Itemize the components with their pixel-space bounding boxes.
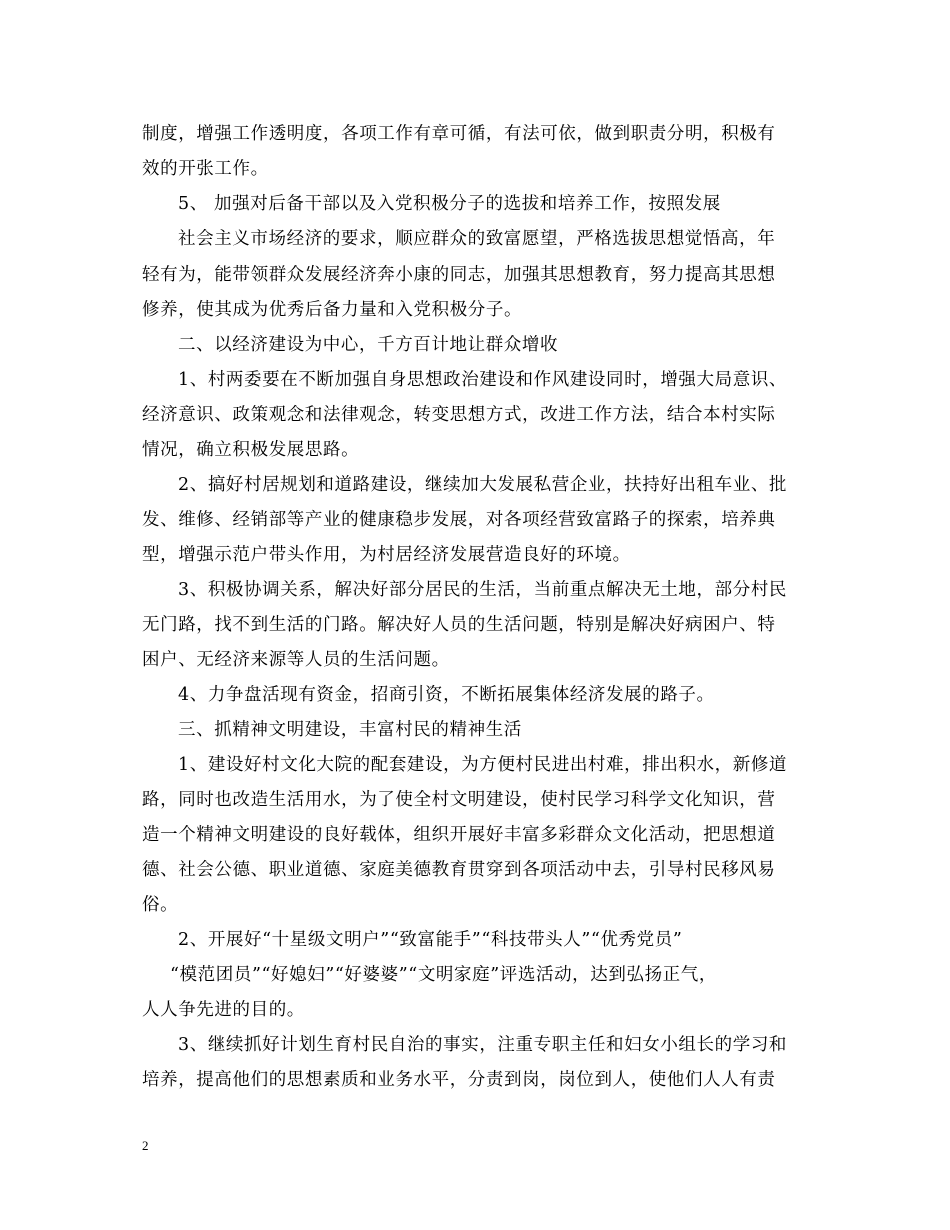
text-line: 轻有为，能带领群众发展经济奔小康的同志，加强其思想教育，努力提高其思想 bbox=[142, 265, 776, 285]
text-line: 困户、无经济来源等人员的生活问题。 bbox=[142, 650, 450, 670]
text-line: 2、搞好村居规划和道路建设，继续加大发展私营企业，扶持好出租车业、批 bbox=[178, 475, 788, 495]
text-line: 1、建设好村文化大院的配套建设，为方便村民进出村难，排出积水，新修道 bbox=[178, 755, 788, 775]
section-heading: 二、以经济建设为中心，千方百计地让群众增收 bbox=[178, 335, 559, 355]
text-line: 社会主义市场经济的要求，顺应群众的致富愿望，严格选拔思想觉悟高，年 bbox=[178, 229, 776, 249]
text-line: 造一个精神文明建设的良好载体，组织开展好丰富多彩群众文化活动，把思想道 bbox=[142, 825, 776, 845]
text-line: 1、村两委要在不断加强自身思想政治建设和作风建设同时，增强大局意识、 bbox=[178, 370, 788, 390]
text-line: 制度，增强工作透明度，各项工作有章可循，有法可依，做到职责分明，积极有 bbox=[142, 124, 776, 144]
text-line: 5、 加强对后备干部以及入党积极分子的选拔和培养工作，按照发展 bbox=[178, 194, 721, 214]
text-line: 型，增强示范户带头作用，为村居经济发展营造良好的环境。 bbox=[142, 545, 631, 565]
text-line: 人人争先进的目的。 bbox=[142, 1000, 305, 1020]
text-line: 情况，确立积极发展思路。 bbox=[142, 440, 360, 460]
text-line: 3、积极协调关系，解决好部分居民的生活，当前重点解决无土地，部分村民 bbox=[178, 580, 788, 600]
text-line: 2、开展好“十星级文明户”“致富能手”“科技带头人”“优秀党员” bbox=[178, 930, 683, 950]
text-line: 经济意识、政策观念和法律观念，转变思想方式，改进工作方法，结合本村实际 bbox=[142, 405, 776, 425]
text-line: 修养，使其成为优秀后备力量和入党积极分子。 bbox=[142, 300, 523, 320]
text-line: 无门路，找不到生活的门路。解决好人员的生活问题，特别是解决好病困户、特 bbox=[142, 615, 776, 635]
text-line: 培养，提高他们的思想素质和业务水平，分责到岗，岗位到人，使他们人人有责 bbox=[142, 1070, 776, 1090]
page-number: 2 bbox=[142, 1138, 149, 1153]
text-line: 效的开张工作。 bbox=[142, 159, 269, 179]
text-line: 俗。 bbox=[142, 895, 179, 915]
text-line: 3、继续抓好计划生育村民自治的事实，注重专职主任和妇女小组长的学习和 bbox=[178, 1035, 788, 1055]
text-line: 4、力争盘活现有资金，招商引资，不断拓展集体经济发展的路子。 bbox=[178, 685, 715, 705]
text-line: 德、社会公德、职业道德、家庭美德教育贯穿到各项活动中去，引导村民移风易 bbox=[142, 860, 776, 880]
text-line: “模范团员”“好媳妇”“好婆婆”“文明家庭”评选活动，达到弘扬正气， bbox=[170, 965, 717, 985]
section-heading: 三、抓精神文明建设，丰富村民的精神生活 bbox=[178, 720, 522, 740]
text-line: 路，同时也改造生活用水，为了使全村文明建设，使村民学习科学文化知识，营 bbox=[142, 790, 776, 810]
text-line: 发、维修、经销部等产业的健康稳步发展，对各项经营致富路子的探索，培养典 bbox=[142, 510, 776, 530]
